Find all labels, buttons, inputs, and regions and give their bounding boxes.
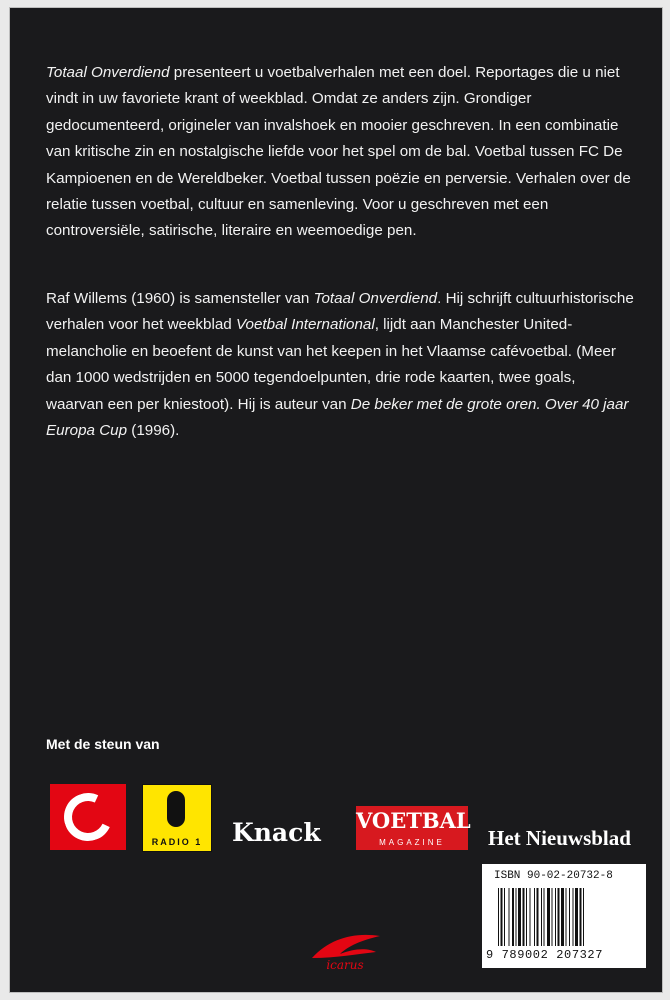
- bio-book-title: Totaal Onverdiend: [313, 290, 438, 307]
- bio-other-book-title: De beker met de grote oren. Over 40 jaar Europa Cup: [46, 395, 629, 440]
- blurb-text: presenteert u voetbalverhalen met een doel. Reportages die u niet vindt in uw favoriete krant of weekblad. Omdat ze anders zijn. Grondiger gedocumenteerd, origineler van invalshoek en mooier geschreven. In een combinatie van kritische zin en nostalgische liefde voor het spel om de bal. Voetbal tussen FC De Kampioenen en de Wereldbeker. Voetbal tussen poëzie en perversie. Verhalen over de relatie tussen voetbal, cultuur en samenleving. Voor u geschreven met een controversiële, satirische, literaire en weemoedige pen.: [46, 64, 631, 240]
- sponsor-heading: Met de steun van: [46, 736, 160, 752]
- knack-logo: Knack: [232, 818, 321, 847]
- magazine-logo-word: MAGAZINE: [379, 838, 445, 847]
- icarus-publisher-logo: [300, 928, 390, 978]
- g-logo-icon: [50, 784, 126, 850]
- radio1-label: RADIO 1: [151, 837, 203, 847]
- voetbal-magazine-logo: [356, 806, 471, 850]
- g-ring-shape: [57, 786, 119, 848]
- author-bio-paragraph: [46, 286, 636, 444]
- barcode-icon: [498, 888, 630, 946]
- blurb-paragraph: [46, 60, 636, 245]
- radio1-pill-icon: [167, 791, 185, 827]
- bio-text-2: . Hij schrijft cultuurhistorische verhalen voor het weekblad: [46, 290, 634, 334]
- isbn-text: ISBN 90-02-20732-8: [494, 870, 613, 882]
- back-cover: [10, 8, 662, 992]
- bio-text-4: (1996).: [127, 422, 180, 440]
- publisher-name: icarus: [326, 958, 364, 972]
- bio-text-3: , lijdt aan Manchester United-melancholie en beoefent de kunst van het keepen in het Vlaamse cafévoetbal. (Meer dan 1000 wedstrijden en 5000 tegendoelpunten, drie rode kaarten, twee goals, waarvan een per kniestoot). Hij is auteur van: [46, 316, 616, 413]
- radio1-logo: [142, 784, 212, 852]
- bio-magazine-title: Voetbal International: [235, 316, 375, 334]
- bio-text-1: Raf Willems (1960) is samensteller van: [46, 290, 314, 307]
- book-title: Totaal Onverdiend: [46, 64, 170, 81]
- feather-icon: [300, 928, 390, 962]
- nieuwsblad-logo: Het Nieuwsblad: [488, 826, 631, 850]
- barcode-panel: [482, 864, 646, 968]
- voetbal-logo-word: VOETBAL: [356, 808, 471, 833]
- ean-number: 9 789002 207327: [486, 948, 604, 962]
